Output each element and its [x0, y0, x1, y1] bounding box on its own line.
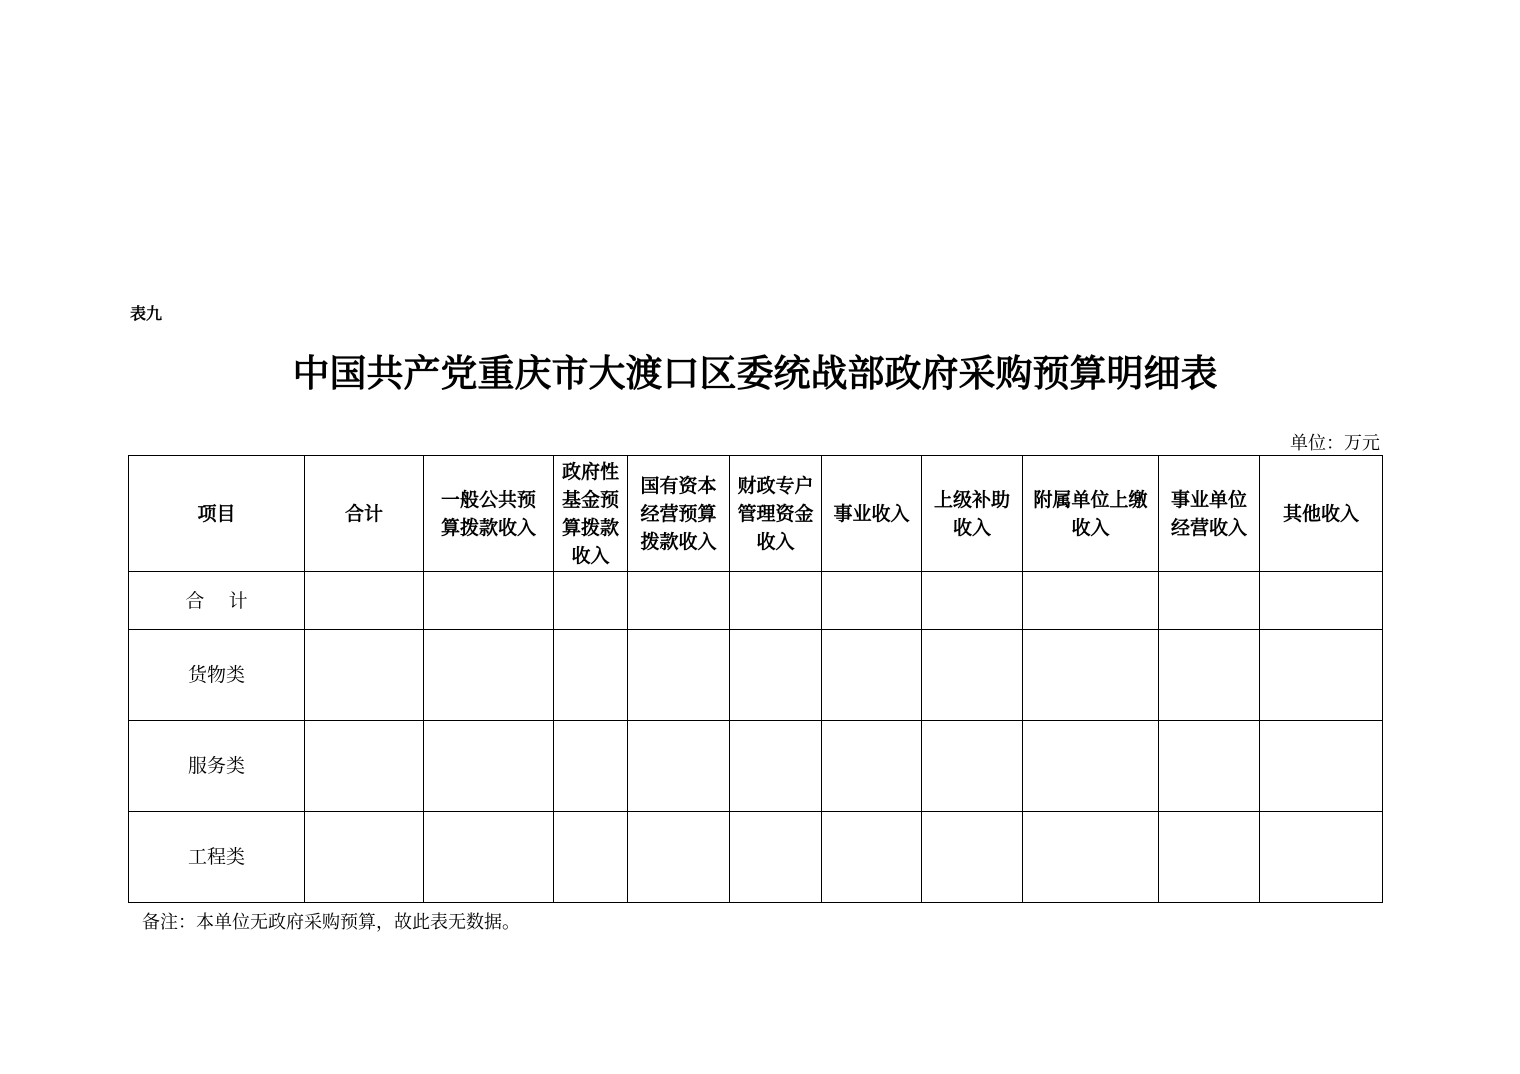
table-cell — [628, 572, 730, 630]
table-cell — [922, 812, 1023, 903]
table-cell — [1023, 572, 1159, 630]
table-cell — [730, 630, 822, 721]
table-cell — [922, 572, 1023, 630]
table-row-services — [129, 721, 1383, 812]
header-row — [129, 456, 1383, 572]
table-cell — [554, 812, 628, 903]
table-cell — [424, 812, 554, 903]
table-cell — [730, 721, 822, 812]
table-cell — [822, 630, 922, 721]
table-cell — [1159, 812, 1260, 903]
table-cell — [628, 721, 730, 812]
header-business-income: 事业收入 — [822, 456, 922, 572]
table-cell — [1260, 630, 1383, 721]
table-cell — [822, 572, 922, 630]
table-cell — [628, 630, 730, 721]
table-row-goods — [129, 630, 1383, 721]
header-state-capital: 国有资本经营预算拨款收入 — [628, 456, 730, 572]
table-cell — [922, 721, 1023, 812]
table-cell — [1023, 812, 1159, 903]
table-cell — [730, 572, 822, 630]
header-affiliated-unit: 附属单位上缴收入 — [1023, 456, 1159, 572]
table-cell — [628, 812, 730, 903]
row-label: 工程类 — [129, 812, 305, 903]
table-cell — [305, 572, 424, 630]
table-cell — [305, 630, 424, 721]
table-cell — [424, 572, 554, 630]
table-cell — [305, 721, 424, 812]
row-label: 服务类 — [129, 721, 305, 812]
header-general-budget: 一般公共预算拨款收入 — [424, 456, 554, 572]
header-superior-subsidy: 上级补助收入 — [922, 456, 1023, 572]
table-cell — [1159, 721, 1260, 812]
page-title: 中国共产党重庆市大渡口区委统战部政府采购预算明细表 — [292, 351, 1218, 395]
table-cell — [922, 630, 1023, 721]
table-cell — [1023, 630, 1159, 721]
table-cell — [424, 630, 554, 721]
table-row-total — [129, 572, 1383, 630]
table-cell — [305, 812, 424, 903]
table-cell — [730, 812, 822, 903]
header-operating-income: 事业单位经营收入 — [1159, 456, 1260, 572]
header-gov-fund: 政府性基金预算拨款收入 — [554, 456, 628, 572]
table-cell — [822, 812, 922, 903]
procurement-budget-table — [128, 455, 1383, 903]
footnote: 备注：本单位无政府采购预算，故此表无数据。 — [142, 912, 520, 933]
table-cell — [554, 630, 628, 721]
table-cell — [1260, 572, 1383, 630]
table-cell — [554, 721, 628, 812]
table-number-label: 表九 — [130, 304, 163, 323]
table-row-engineering — [129, 812, 1383, 903]
table-cell — [424, 721, 554, 812]
table-cell — [822, 721, 922, 812]
row-label: 货物类 — [129, 630, 305, 721]
header-other-income: 其他收入 — [1260, 456, 1383, 572]
header-special-account: 财政专户管理资金收入 — [730, 456, 822, 572]
table-cell — [554, 572, 628, 630]
table-cell — [1260, 812, 1383, 903]
table-cell — [1023, 721, 1159, 812]
unit-label: 单位：万元 — [1290, 433, 1380, 454]
table-cell — [1260, 721, 1383, 812]
header-item: 项目 — [129, 456, 305, 572]
header-total: 合计 — [305, 456, 424, 572]
row-label: 合 计 — [129, 572, 305, 630]
table-cell — [1159, 630, 1260, 721]
table-cell — [1159, 572, 1260, 630]
